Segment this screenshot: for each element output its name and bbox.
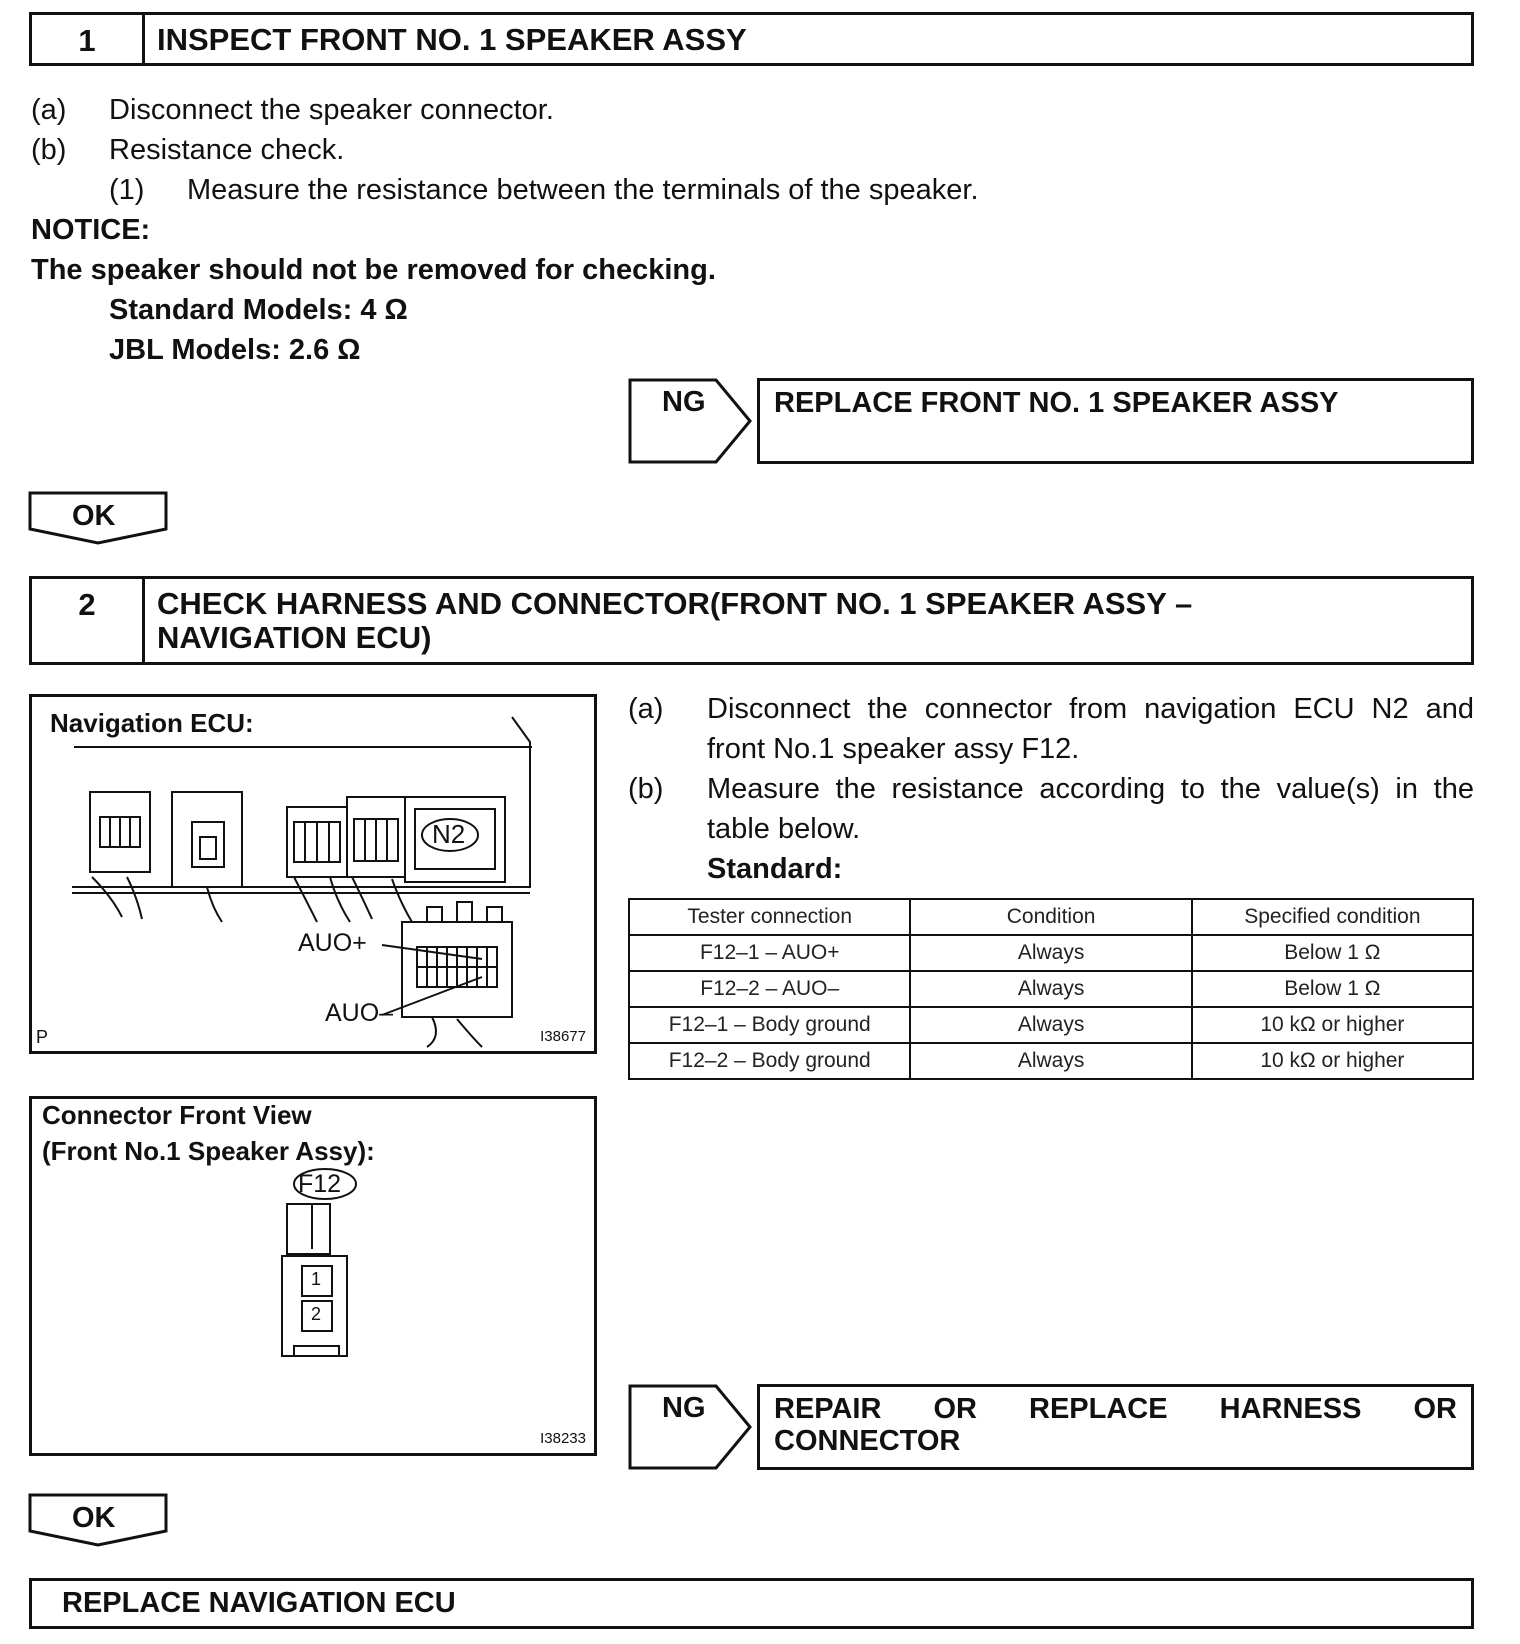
ng-label: NG (662, 386, 706, 418)
notice-text: The speaker should not be removed for checking. (31, 254, 716, 286)
table-row (629, 1007, 1473, 1043)
spec-standard-models: Standard Models: 4 Ω (109, 294, 408, 326)
ng-label: NG (662, 1392, 706, 1424)
table-header-row (629, 899, 1473, 935)
connector-pin-2: 2 (311, 1304, 322, 1324)
table-header: Tester connection (629, 899, 910, 935)
step-1-item-b-marker: (b) (31, 134, 67, 166)
step-2-item-b-line-2: table below. (707, 813, 861, 845)
step-2-header (29, 576, 1474, 665)
table-cell: 10 kΩ or higher (1192, 1007, 1473, 1043)
ng-action-box (757, 378, 1474, 464)
figure-code: I38233 (540, 1430, 586, 1447)
table-cell: Always (910, 935, 1191, 971)
pin-label-auo-minus: AUO– (325, 999, 394, 1027)
standard-label: Standard: (707, 853, 843, 885)
step-title-line-1: CHECK HARNESS AND CONNECTOR(FRONT NO. 1 SPEAKER ASSY – (157, 586, 1193, 621)
table-cell: Always (910, 1007, 1191, 1043)
final-action-box (29, 1578, 1474, 1629)
connector-pin-1: 1 (311, 1269, 322, 1289)
final-action-text: REPLACE NAVIGATION ECU (62, 1587, 456, 1619)
table-cell: Always (910, 971, 1191, 1007)
step-1-header (29, 12, 1474, 66)
ng-action-text (760, 1387, 1471, 1463)
table-cell: Below 1 Ω (1192, 935, 1473, 971)
step-1-item-a-marker: (a) (31, 94, 67, 126)
step-title (145, 579, 1204, 662)
ng-action-word: HARNESS (1219, 1393, 1362, 1425)
table-header: Condition (910, 899, 1191, 935)
step-title-line-2: NAVIGATION ECU) (157, 620, 432, 655)
ng-action-word: OR (1413, 1393, 1457, 1425)
spec-jbl-models: JBL Models: 2.6 Ω (109, 334, 361, 366)
step-number: 2 (32, 579, 145, 662)
figure-title: Navigation ECU: (50, 708, 254, 738)
figure-navigation-ecu (29, 694, 597, 1054)
figure-title-line-2: (Front No.1 Speaker Assy): (42, 1136, 375, 1166)
step-1-subitem: Measure the resistance between the terminals of the speaker. (187, 174, 979, 206)
table-cell: Always (910, 1043, 1191, 1079)
step-title: INSPECT FRONT NO. 1 SPEAKER ASSY (157, 22, 747, 57)
step-1-item-a: Disconnect the speaker connector. (109, 94, 554, 126)
step-1-subitem-marker: (1) (109, 174, 145, 206)
table-cell: F12–2 – Body ground (629, 1043, 910, 1079)
table-cell: Below 1 Ω (1192, 971, 1473, 1007)
ng-action-line-1 (774, 1393, 1457, 1425)
ng-action-word: REPLACE (1029, 1393, 1168, 1425)
connector-tag-n2: N2 (432, 819, 466, 849)
step-2-item-a-line-1: Disconnect the connector from navigation ECU N2 and (707, 693, 1474, 725)
ng-action-line-2: CONNECTOR (774, 1425, 961, 1457)
step-1-item-b: Resistance check. (109, 134, 345, 166)
figure-connector-front-view (29, 1096, 597, 1456)
figure-code: I38677 (540, 1028, 586, 1045)
step-number: 1 (32, 15, 145, 63)
table-row (629, 935, 1473, 971)
ng-action-word: OR (933, 1393, 977, 1425)
table-row (629, 1043, 1473, 1079)
figure-title-line-1: Connector Front View (42, 1100, 312, 1130)
figure-corner-mark: P (36, 1027, 49, 1047)
step-2-item-b-marker: (b) (628, 773, 664, 805)
table-header: Specified condition (1192, 899, 1473, 935)
table-cell: 10 kΩ or higher (1192, 1043, 1473, 1079)
connector-tag-f12: F12 (298, 1170, 342, 1198)
step-2-item-a-line-2: front No.1 speaker assy F12. (707, 733, 1080, 765)
step-2-item-a-marker: (a) (628, 693, 664, 725)
ng-action-box (757, 1384, 1474, 1470)
notice-label: NOTICE: (31, 214, 151, 246)
ok-label: OK (72, 1502, 116, 1534)
pin-label-auo-plus: AUO+ (298, 929, 367, 957)
resistance-spec-table (628, 898, 1474, 1080)
step-2-item-b-line-1: Measure the resistance according to the value(s) in the (707, 773, 1474, 805)
ok-label: OK (72, 500, 116, 532)
table-cell: F12–1 – Body ground (629, 1007, 910, 1043)
table-cell: F12–1 – AUO+ (629, 935, 910, 971)
navigation-ecu-illustration (32, 697, 594, 1051)
ng-action-text: REPLACE FRONT NO. 1 SPEAKER ASSY (774, 387, 1339, 419)
table-row (629, 971, 1473, 1007)
table-cell: F12–2 – AUO– (629, 971, 910, 1007)
ng-action-word: REPAIR (774, 1393, 882, 1425)
